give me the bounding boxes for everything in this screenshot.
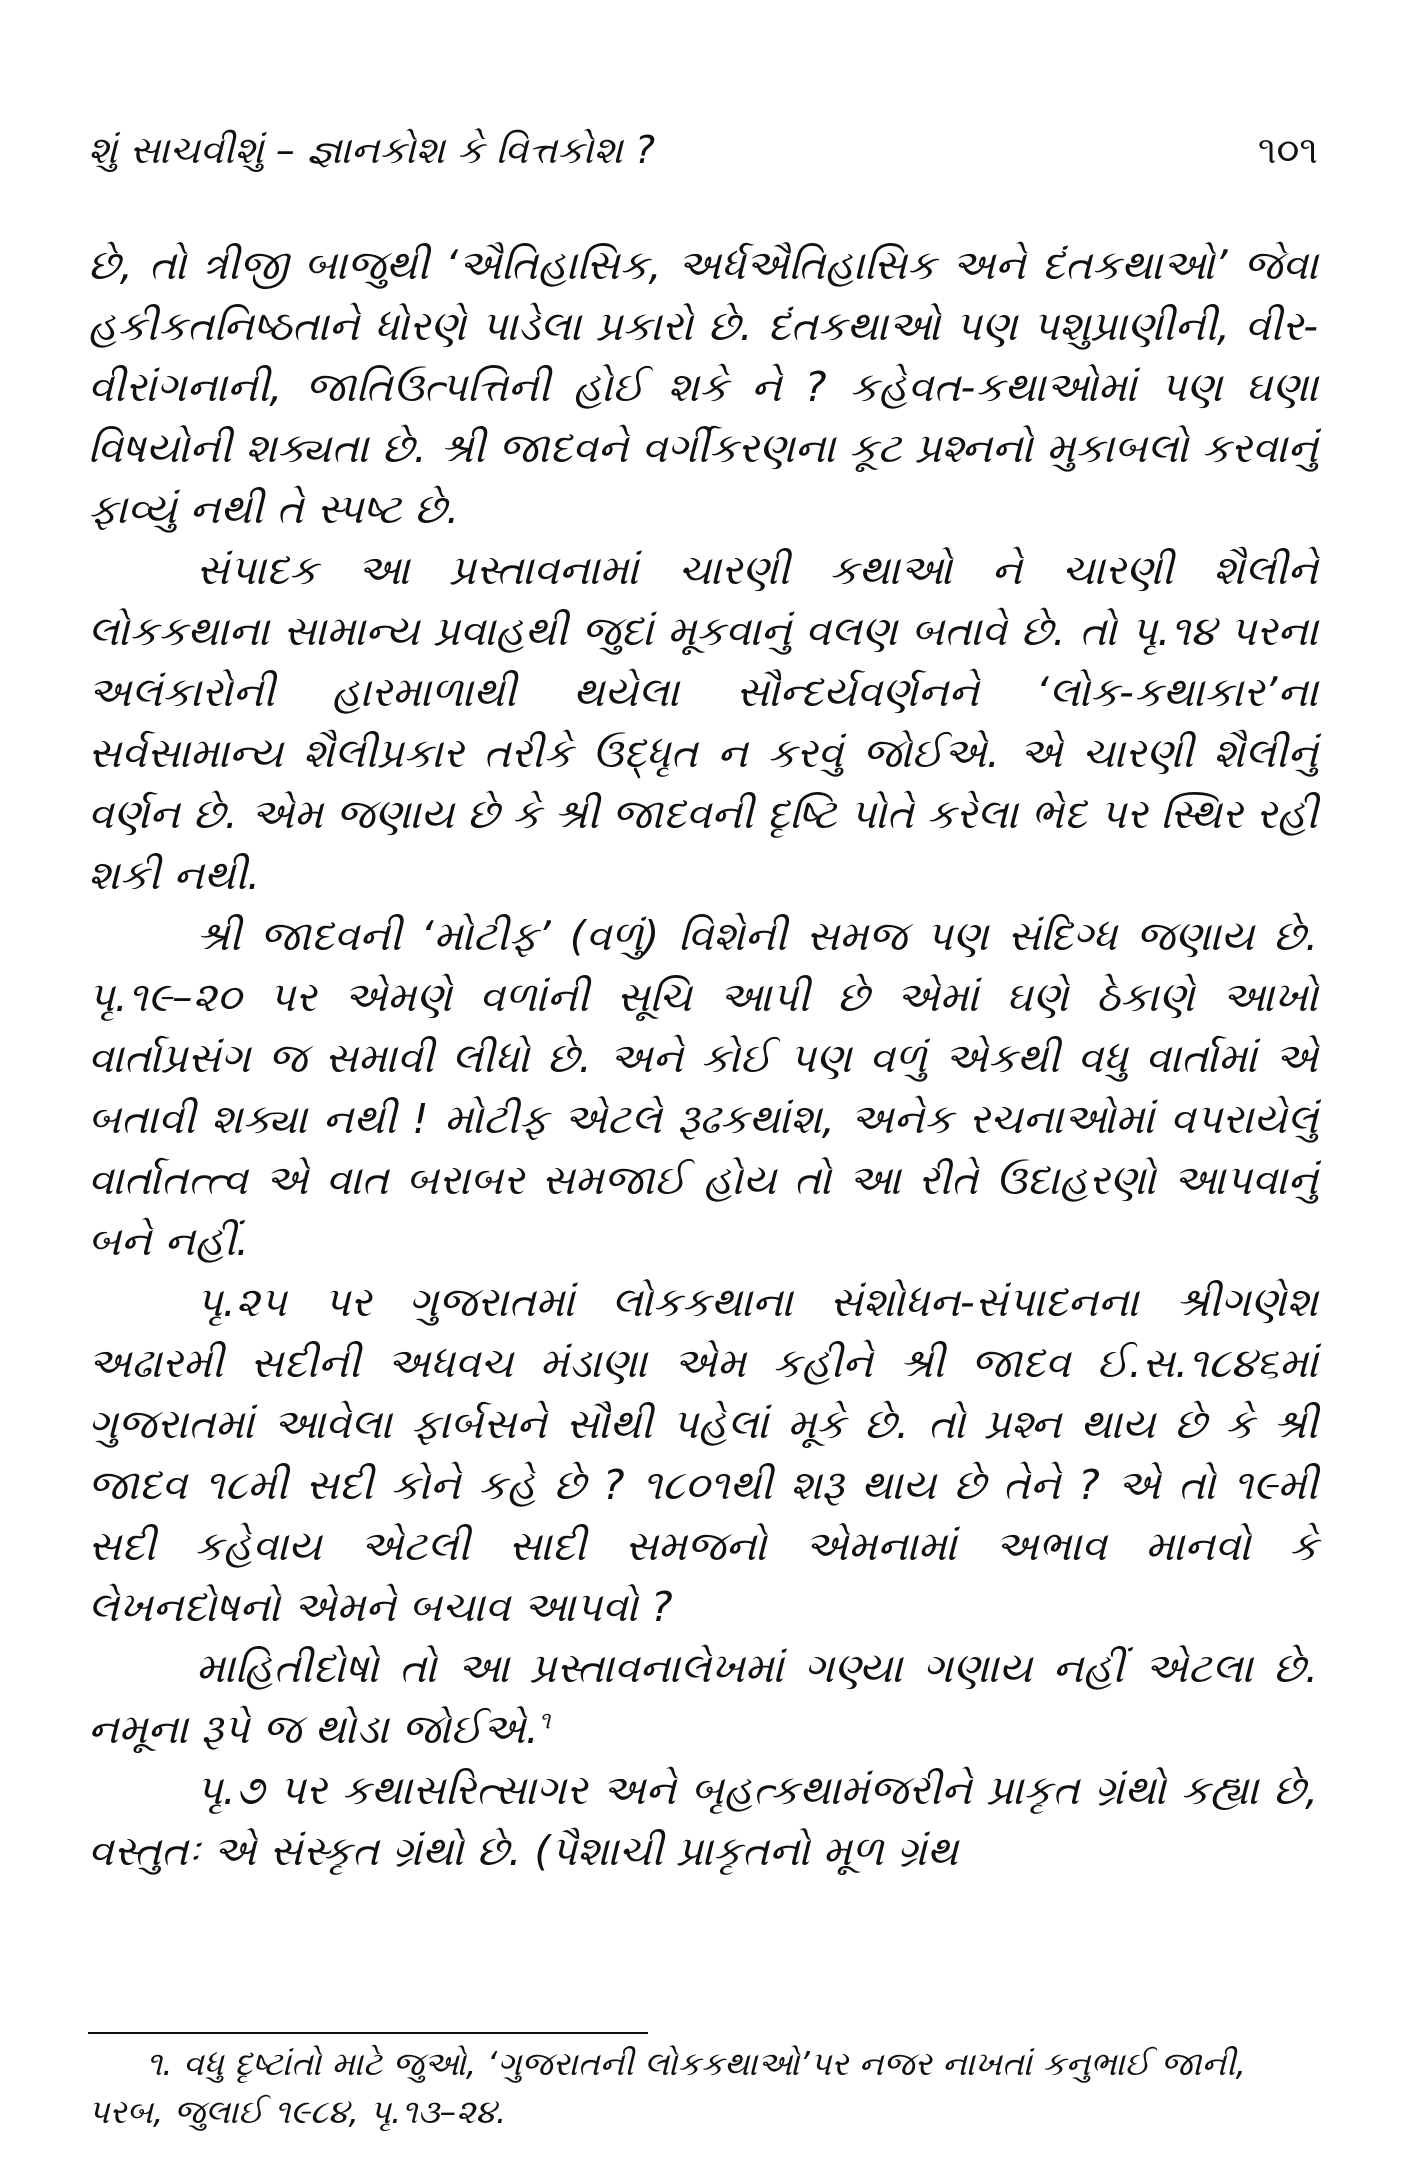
paragraph-5 [88, 1638, 1318, 1760]
footnote-reference: ૧ [538, 1706, 551, 1735]
paragraph-6: પૃ.૭ પર કથાસરિત્સાગર અને બૃહત્કથામંજરીને પ્રાકૃત ગ્રંથો કહ્યા છે, વસ્તુતઃ એ સંસ્કૃત ગ્રંથો છે. (પૈશાચી પ્રાકૃતનો મૂળ ગ્રંથ [88, 1766, 1318, 1875]
footnote-text: ૧. વધુ દૃષ્ટાંતો માટે જુઓ, ‘ગુજરાતની લોકકથાઓ’પર નજર નાખતાં કનુભાઈ જાની, પરબ, જુલાઈ ૧૯૮૪, પૃ.૧૩–૨૪. [88, 2044, 1247, 2131]
paragraph-4: પૃ.૨૫ પર ગુજરાતમાં લોકકથાના સંશોધન-સંપાદનના શ્રીગણેશ અઢારમી સદીની અધવચ મંડાણા એમ કહીને શ્રી જાદવ ઈ.સ.૧૮૪૬માં ગુજરાતમાં આવેલા ફાર્બસને સૌથી પહેલાં મૂકે છે. તો પ્રશ્ન થાય છે કે શ્રી જાદવ ૧૮મી સદી કોને કહે છે ? ૧૮૦૧થી શરૂ થાય છે તેને ? એ તો ૧૯મી સદી કહેવાય એટલી સાદી સમજનો એમનામાં અભાવ માનવો કે લેખનદોષનો એમને બચાવ આપવો ? [88, 1278, 1318, 1631]
running-header [88, 128, 1328, 188]
page-number: ૧૦૧ [1257, 128, 1318, 172]
paragraph-5-text: માહિતીદોષો તો આ પ્રસ્તાવનાલેખમાં ગણ્યા ગણાય નહીં એટલા છે. નમૂના રૂપે જ થોડા જોઈએ. [88, 1644, 1318, 1753]
footnote-divider [88, 2032, 648, 2034]
paragraph-1: છે, તો ત્રીજી બાજુથી ‘ઐતિહાસિક, અર્ધઐતિહાસિક અને દંતકથાઓ’ જેવા હકીકતનિષ્ઠતાને ધોરણે પાડેલા પ્રકારો છે. દંતકથાઓ પણ પશુપ્રાણીની, વીર-વીરાંગનાની, જાતિઉત્પત્તિની હોઈ શકે ને ? કહેવત-કથાઓમાં પણ ઘણા વિષયોની શક્યતા છે. શ્રી જાદવને વર્ગીકરણના કૂટ પ્રશ્નનો મુકાબલો કરવાનું ફાવ્યું નથી તે સ્પષ્ટ છે. [88, 241, 1318, 533]
paragraph-3: શ્રી જાદવની ‘મોટીફ’ (વળું) વિશેની સમજ પણ સંદિગ્ધ જણાય છે. પૃ.૧૯–૨૦ પર એમણે વળાંની સૂચિ આપી છે એમાં ઘણે ઠેકાણે આખો વાર્તાપ્રસંગ જ સમાવી લીધો છે. અને કોઈ પણ વળું એકથી વધુ વાર્તામાં એ બતાવી શક્યા નથી ! મોટીફ એટલે રૂઢકથાંશ, અનેક રચનાઓમાં વપરાયેલું વાર્તાતત્ત્વ એ વાત બરાબર સમજાઈ હોય તો આ રીતે ઉદાહરણો આપવાનું બને નહીં. [88, 912, 1318, 1265]
footnote [88, 2040, 1318, 2136]
body-text [88, 235, 1318, 1882]
chapter-title: શું સાચવીશું – જ્ઞાનકોશ કે વિત્તકોશ ? [88, 128, 656, 172]
paragraph-2: સંપાદક આ પ્રસ્તાવનામાં ચારણી કથાઓ ને ચારણી શૈલીને લોકકથાના સામાન્ય પ્રવાહથી જુદાં મૂકવાનું વલણ બતાવે છે. તો પૃ.૧૪ પરના અલંકારોની હારમાળાથી થયેલા સૌન્દર્યવર્ણનને ‘લોક-કથાકાર’ના સર્વસામાન્ય શૈલીપ્રકાર તરીકે ઉદ્ધૃત ન કરવું જોઈએ. એ ચારણી શૈલીનું વર્ણન છે. એમ જણાય છે કે શ્રી જાદવની દૃષ્ટિ પોતે કરેલા ભેદ પર સ્થિર રહી શકી નથી. [88, 546, 1318, 899]
